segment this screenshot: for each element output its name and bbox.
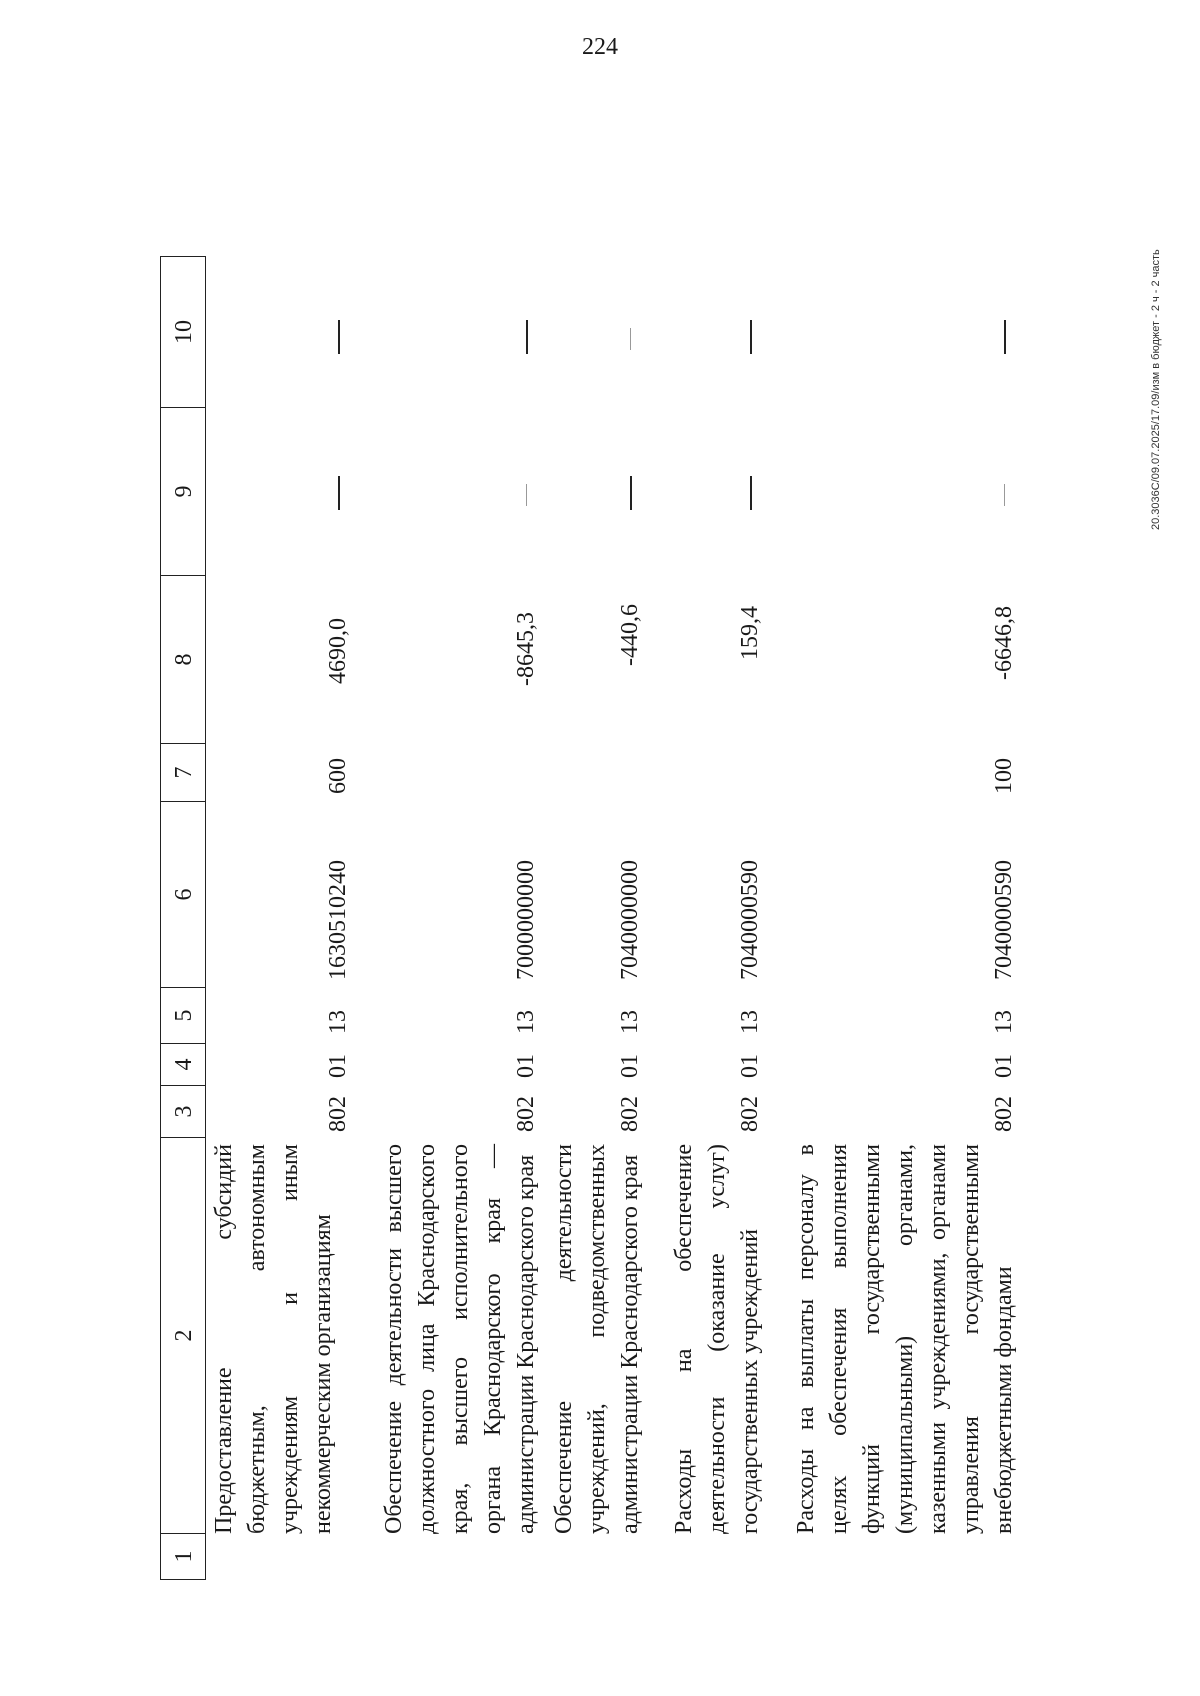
row-subsection: 13 — [617, 1010, 643, 1034]
row-type: 600 — [325, 758, 351, 794]
row-section: 01 — [617, 1054, 643, 1078]
column-number-8: 8 — [160, 576, 206, 744]
row-subsection: 13 — [513, 1010, 539, 1034]
row-col10-dash — [1004, 320, 1006, 354]
row-col9-dash — [1004, 484, 1005, 506]
row-description: Обеспечение деятельности учреждений, подведомственных администрации Краснодарского края — [551, 1144, 643, 1534]
table-row — [208, 40, 378, 1580]
column-number-5: 5 — [160, 988, 206, 1044]
row-description: Расходы на обеспечение деятельности (оказание услуг) государственных учреждений — [671, 1144, 763, 1534]
row-target: 7040000590 — [991, 860, 1017, 980]
row-description: Обеспечение деятельности высшего должностного лица Краснодарского края, высшего исполнительного органа Краснодарского края — администрации Краснодарского края — [381, 1144, 539, 1534]
table-row — [790, 40, 1030, 1580]
rotated-table — [160, 40, 1160, 1580]
column-number-2: 2 — [160, 1138, 206, 1534]
row-code: 802 — [325, 1096, 351, 1132]
column-number-9: 9 — [160, 408, 206, 576]
row-col9-dash — [750, 476, 752, 510]
row-code: 802 — [737, 1096, 763, 1132]
row-type: 100 — [991, 758, 1017, 794]
row-col10-dash — [630, 328, 631, 350]
row-target: 1630510240 — [325, 860, 351, 980]
row-amount: -440,6 — [617, 604, 643, 666]
row-amount: 4690,0 — [325, 618, 351, 684]
row-description: Предоставление субсидий бюджетным, автономным учреждениям и иным некоммерческим организациям — [211, 1144, 336, 1534]
row-section: 01 — [991, 1054, 1017, 1078]
table-row — [668, 40, 790, 1580]
column-number-1: 1 — [160, 1534, 206, 1580]
row-subsection: 13 — [737, 1010, 763, 1034]
row-target: 7040000000 — [617, 860, 643, 980]
table-row — [378, 40, 548, 1580]
row-col9-dash — [526, 484, 527, 506]
row-code: 802 — [513, 1096, 539, 1132]
footer-stamp: 20.3036С/09.07.2025/17.09/изм в бюджет - 2 ч - 2 часть — [1150, 249, 1162, 530]
row-col10-dash — [750, 320, 752, 354]
row-col10-dash — [338, 320, 340, 354]
row-col9-dash — [338, 476, 340, 510]
table-header — [160, 40, 208, 1580]
row-col10-dash — [526, 320, 528, 354]
page-number: 224 — [582, 34, 618, 60]
row-section: 01 — [325, 1054, 351, 1078]
row-target: 7040000590 — [737, 860, 763, 980]
row-code: 802 — [617, 1096, 643, 1132]
row-col9-dash — [630, 476, 632, 510]
column-number-3: 3 — [160, 1086, 206, 1138]
row-target: 7000000000 — [513, 860, 539, 980]
column-number-4: 4 — [160, 1044, 206, 1086]
column-number-10: 10 — [160, 256, 206, 408]
table-row — [548, 40, 668, 1580]
row-code: 802 — [991, 1096, 1017, 1132]
row-subsection: 13 — [991, 1010, 1017, 1034]
column-number-7: 7 — [160, 744, 206, 802]
row-section: 01 — [513, 1054, 539, 1078]
row-description: Расходы на выплаты персоналу в целях обеспечения выполнения функций государственными (муниципальными) органами, казенными учреждениями, органами управления государственными внебюджетными фондами — [793, 1144, 1017, 1534]
row-section: 01 — [737, 1054, 763, 1078]
column-number-6: 6 — [160, 802, 206, 988]
row-amount: 159,4 — [737, 606, 763, 660]
row-amount: -8645,3 — [513, 612, 539, 686]
row-amount: -6646,8 — [991, 606, 1017, 680]
row-subsection: 13 — [325, 1010, 351, 1034]
